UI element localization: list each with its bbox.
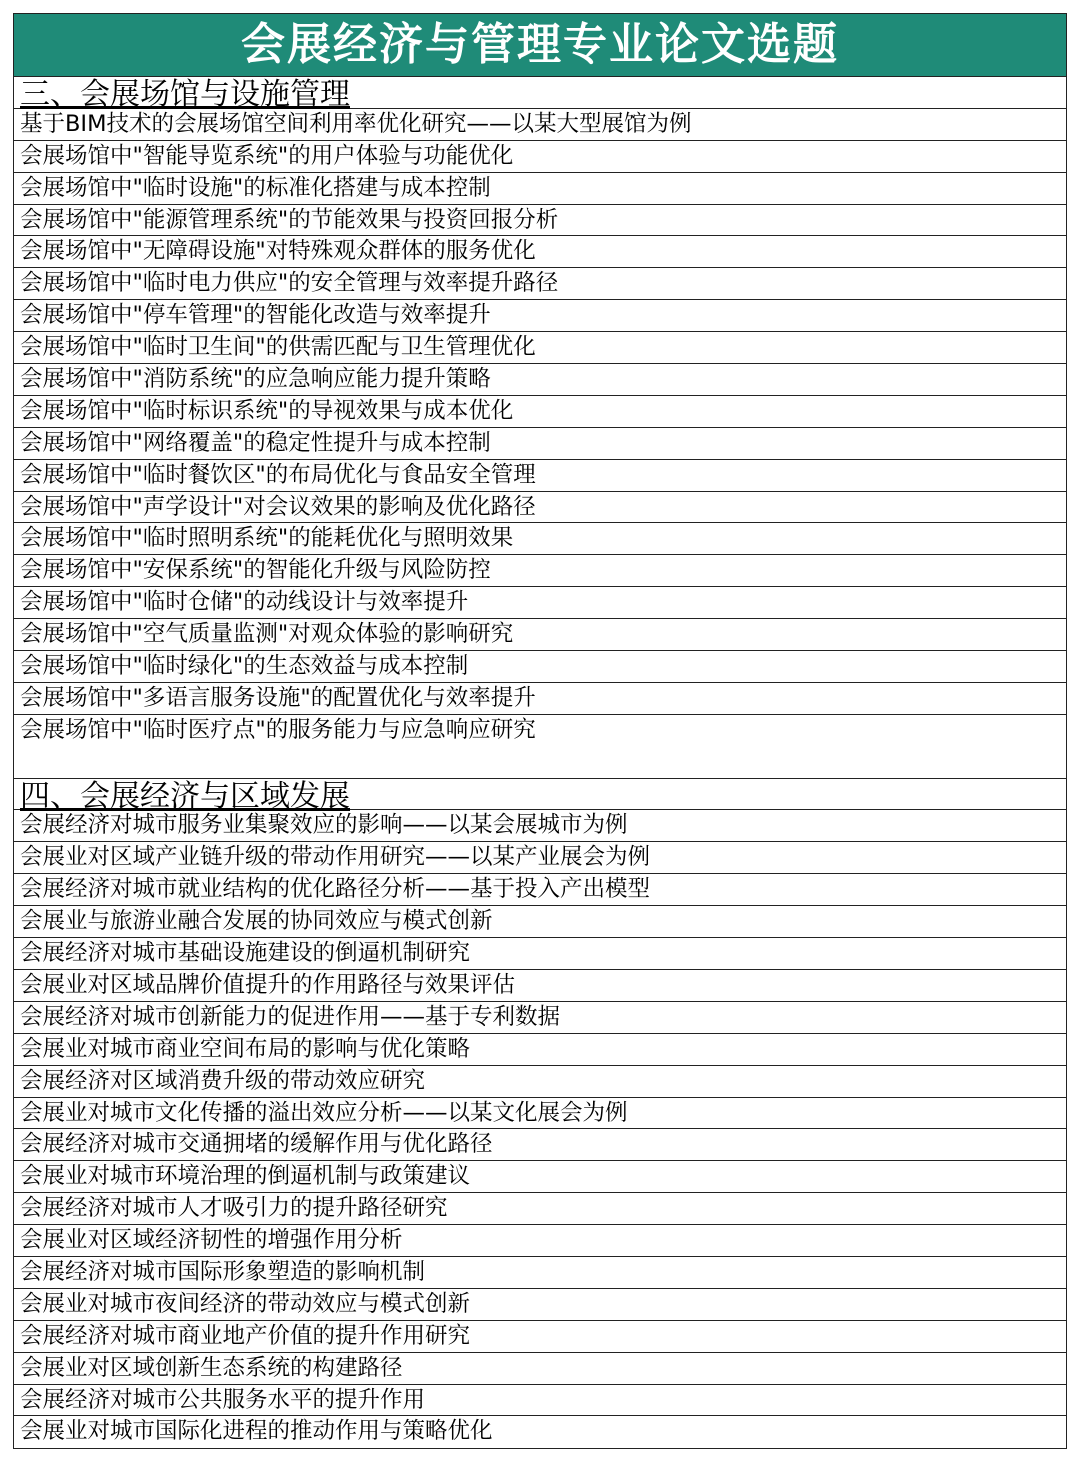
table-row: 会展场馆中"临时仓储"的动线设计与效率提升 [14, 587, 1066, 619]
table-row: 会展场馆中"无障碍设施"对特殊观众群体的服务优化 [14, 236, 1066, 268]
table-row: 会展业对城市商业空间布局的影响与优化策略 [14, 1034, 1066, 1066]
table-row: 会展场馆中"智能导览系统"的用户体验与功能优化 [14, 141, 1066, 173]
table-row: 会展业对城市环境治理的倒逼机制与政策建议 [14, 1161, 1066, 1193]
table-row: 会展场馆中"临时电力供应"的安全管理与效率提升路径 [14, 268, 1066, 300]
table-row: 会展经济对城市服务业集聚效应的影响——以某会展城市为例 [14, 810, 1066, 842]
table-row: 会展业对区域创新生态系统的构建路径 [14, 1353, 1066, 1385]
topic-table [13, 13, 1067, 1449]
table-row: 会展经济对城市人才吸引力的提升路径研究 [14, 1193, 1066, 1225]
table-row: 会展场馆中"能源管理系统"的节能效果与投资回报分析 [14, 205, 1066, 237]
table-row: 会展场馆中"声学设计"对会议效果的影响及优化路径 [14, 492, 1066, 524]
section-3-list [14, 109, 1066, 747]
table-row: 会展经济对城市基础设施建设的倒逼机制研究 [14, 938, 1066, 970]
table-row: 基于BIM技术的会展场馆空间利用率优化研究——以某大型展馆为例 [14, 109, 1066, 141]
table-title: 会展经济与管理专业论文选题 [14, 14, 1066, 77]
table-row: 会展经济对城市创新能力的促进作用——基于专利数据 [14, 1002, 1066, 1034]
table-row: 会展场馆中"临时餐饮区"的布局优化与食品安全管理 [14, 460, 1066, 492]
table-row: 会展业对城市国际化进程的推动作用与策略优化 [20, 1418, 493, 1445]
table-row: 会展经济对城市国际形象塑造的影响机制 [14, 1257, 1066, 1289]
table-row: 会展业对城市夜间经济的带动效应与模式创新 [14, 1289, 1066, 1321]
table-row: 会展业对区域产业链升级的带动作用研究——以某产业展会为例 [14, 842, 1066, 874]
table-row: 会展经济对城市就业结构的优化路径分析——基于投入产出模型 [14, 874, 1066, 906]
table-row: 会展场馆中"临时标识系统"的导视效果与成本优化 [14, 396, 1066, 428]
table-row: 会展经济对城市公共服务水平的提升作用 [14, 1385, 1066, 1417]
table-row: 会展经济对城市商业地产价值的提升作用研究 [14, 1321, 1066, 1353]
table-row: 会展场馆中"临时绿化"的生态效益与成本控制 [14, 651, 1066, 683]
table-row: 会展场馆中"多语言服务设施"的配置优化与效率提升 [14, 683, 1066, 715]
table-row: 会展业对城市文化传播的溢出效应分析——以某文化展会为例 [14, 1098, 1066, 1130]
table-row: 会展场馆中"安保系统"的智能化升级与风险防控 [14, 555, 1066, 587]
table-row: 会展场馆中"消防系统"的应急响应能力提升策略 [14, 364, 1066, 396]
section-heading-3: 三、会展场馆与设施管理 [14, 77, 1066, 109]
table-row: 会展场馆中"网络覆盖"的稳定性提升与成本控制 [14, 428, 1066, 460]
section-heading-4: 四、会展经济与区域发展 [14, 779, 1066, 811]
table-row: 会展业与旅游业融合发展的协同效应与模式创新 [14, 906, 1066, 938]
table-row: 会展场馆中"停车管理"的智能化改造与效率提升 [14, 300, 1066, 332]
section-4-list [14, 810, 1066, 1448]
table-row: 会展场馆中"空气质量监测"对观众体验的影响研究 [14, 619, 1066, 651]
table-row: 会展业对区域品牌价值提升的作用路径与效果评估 [14, 970, 1066, 1002]
table-row: 会展经济对区域消费升级的带动效应研究 [14, 1066, 1066, 1098]
table-row: 会展业对区域经济韧性的增强作用分析 [14, 1225, 1066, 1257]
table-row: 会展场馆中"临时设施"的标准化搭建与成本控制 [14, 173, 1066, 205]
blank-row [14, 747, 1066, 779]
table-row: 会展经济对城市交通拥堵的缓解作用与优化路径 [14, 1129, 1066, 1161]
table-row: 会展场馆中"临时照明系统"的能耗优化与照明效果 [14, 523, 1066, 555]
table-row: 会展场馆中"临时医疗点"的服务能力与应急响应研究 [20, 716, 536, 743]
table-row: 会展场馆中"临时卫生间"的供需匹配与卫生管理优化 [14, 332, 1066, 364]
